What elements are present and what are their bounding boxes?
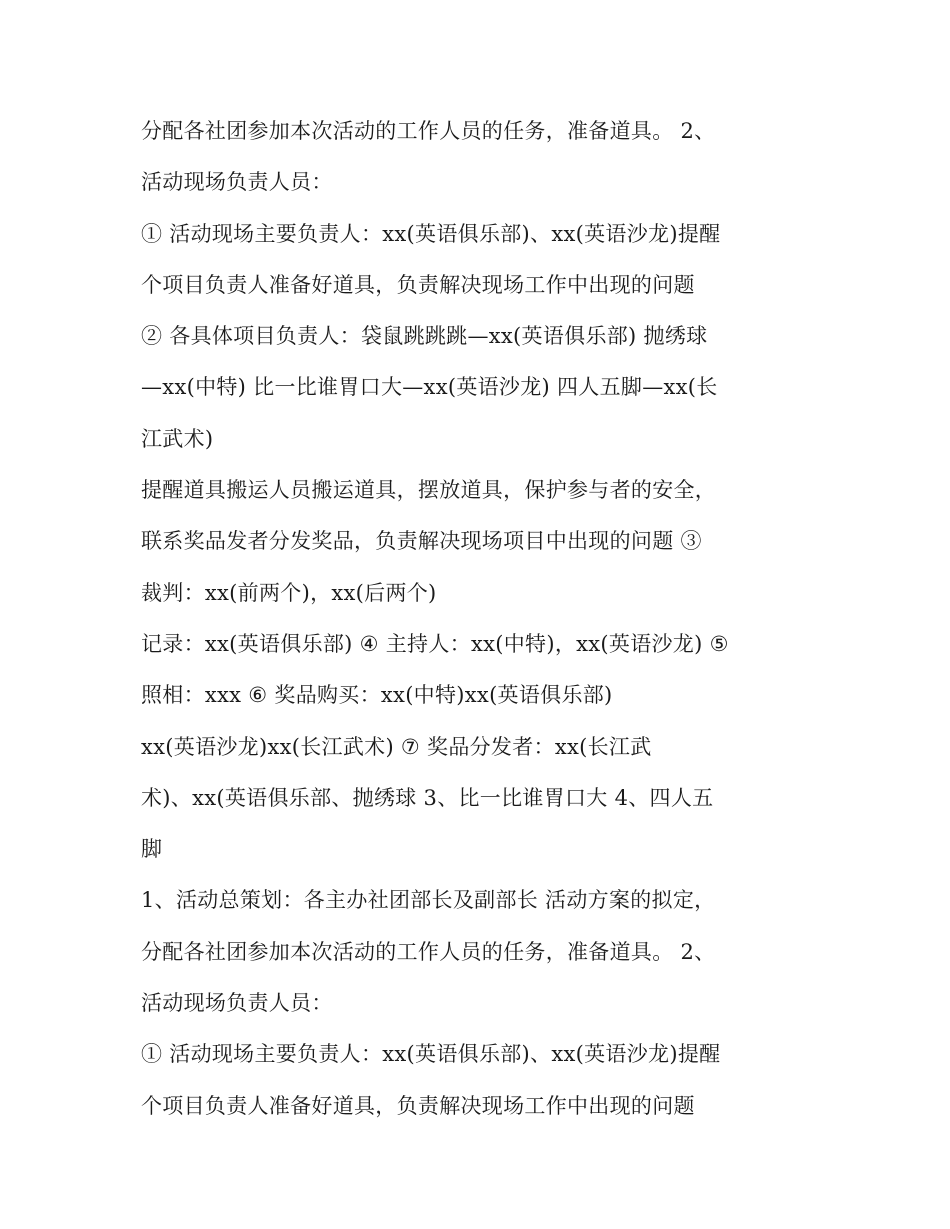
text-line: ① 活动现场主要负责人：xx(英语俱乐部)、xx(英语沙龙)提醒	[141, 221, 721, 246]
text-line: 联系奖品发者分发奖品，负责解决现场项目中出现的问题 ③	[141, 529, 702, 554]
text-line: 江武术)	[141, 426, 214, 451]
text-line: 1、活动总策划：各主办社团部长及副部长 活动方案的拟定，	[141, 888, 716, 913]
text-line: ② 各具体项目负责人：袋鼠跳跳跳—xx(英语俱乐部) 抛绣球	[141, 324, 708, 349]
text-line: 分配各社团参加本次活动的工作人员的任务，准备道具。 2、	[141, 119, 716, 143]
text-line: —xx(中特) 比一比谁胃口大—xx(英语沙龙) 四人五脚—xx(长	[141, 375, 718, 400]
text-line: 记录：xx(英语俱乐部) ④ 主持人：xx(中特)，xx(英语沙龙) ⑤	[141, 631, 729, 656]
text-line: 提醒道具搬运人员搬运道具，摆放道具，保护参与者的安全，	[141, 478, 717, 503]
text-line: 分配各社团参加本次活动的工作人员的任务，准备道具。 2、	[141, 939, 716, 964]
text-line: 个项目负责人准备好道具，负责解决现场工作中出现的问题	[141, 1093, 695, 1118]
text-line: 照相：xxx ⑥ 奖品购买：xx(中特)xx(英语俱乐部)	[141, 683, 613, 708]
text-line: 裁判：xx(前两个)，xx(后两个)	[141, 580, 437, 605]
document-body	[141, 106, 821, 1132]
text-line: ① 活动现场主要负责人：xx(英语俱乐部)、xx(英语沙龙)提醒	[141, 1042, 721, 1067]
text-line: 个项目负责人准备好道具，负责解决现场工作中出现的问题	[141, 272, 695, 297]
text-line: 活动现场负责人员：	[141, 170, 333, 195]
text-line: 术)、xx(英语俱乐部、抛绣球 3、比一比谁胃口大 4、四人五	[141, 785, 714, 810]
text-line: xx(英语沙龙)xx(长江武术) ⑦ 奖品分发者：xx(长江武	[141, 734, 652, 759]
text-line: 活动现场负责人员：	[141, 991, 333, 1016]
text-line: 脚	[141, 837, 163, 862]
